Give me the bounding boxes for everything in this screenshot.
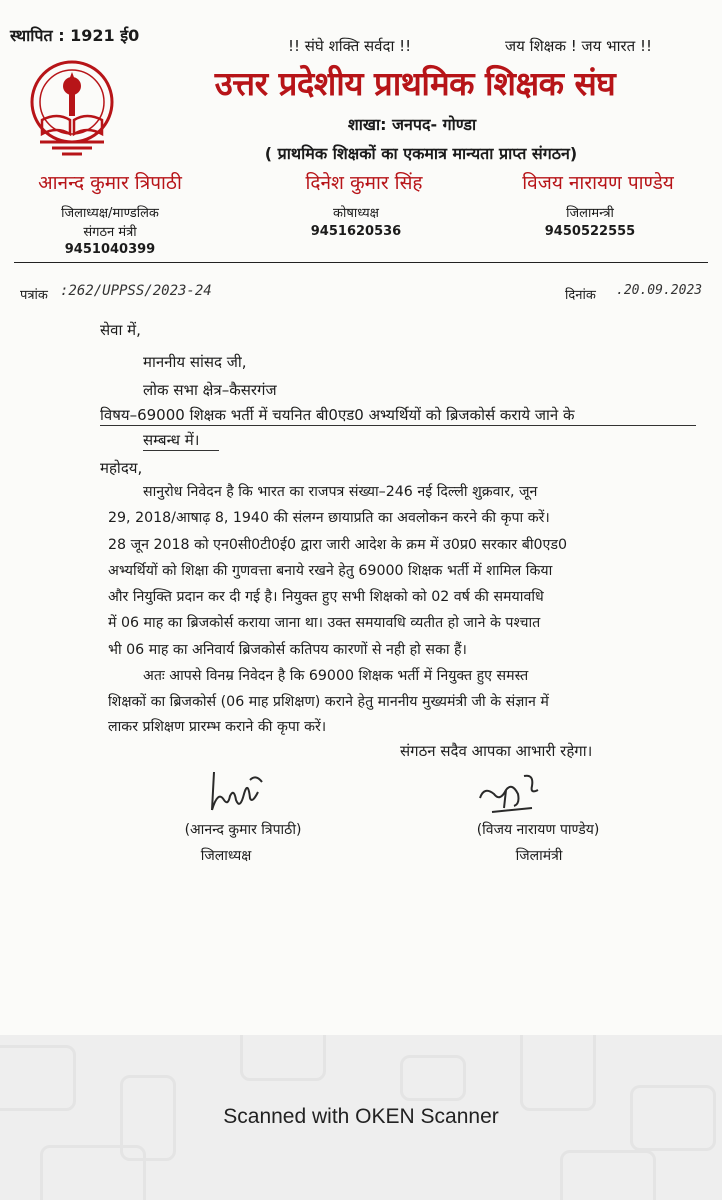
body-line: अभ्यर्थियों को शिक्षा की गुणवत्ता बनाये रखने हेतु 69000 शिक्षक भर्ती में शामिल किया	[108, 563, 553, 579]
reference-number: :262/UPPSS/2023-24	[60, 283, 212, 299]
official-name-president: आनन्द कुमार त्रिपाठी	[38, 172, 182, 194]
body-line: 28 जून 2018 को एन0सी0टी0ई0 द्वारा जारी आदेश के क्रम में उ0प्र0 सरकार बी0एड0	[108, 537, 568, 553]
date-label: दिनांक	[565, 288, 596, 303]
official-name-treasurer: दिनेश कुमार सिंह	[305, 172, 423, 194]
signatory-designation-secretary: जिलामंत्री	[515, 848, 563, 864]
organization-logo	[12, 58, 132, 162]
body-line: लाकर प्रशिक्षण प्रारम्भ कराने की कृपा करें।	[108, 719, 327, 735]
addressee-line-2: लोक सभा क्षेत्र–कैसरगंज	[143, 381, 277, 399]
slogan-left: !! संघे शक्ति सर्वदा !!	[288, 37, 412, 55]
body-line: शिक्षकों का ब्रिजकोर्स (06 माह प्रशिक्षण) कराने हेतु माननीय मुख्यमंत्री जी के संज्ञान में	[108, 694, 549, 710]
signature-secretary	[472, 772, 544, 818]
subject-underline-2	[143, 450, 219, 451]
greeting: महोदय,	[100, 459, 143, 477]
slogan-right: जय शिक्षक ! जय भारत !!	[505, 37, 653, 55]
official-phone-president: 9451040399	[64, 242, 156, 257]
signatory-name-secretary: (विजय नारायण पाण्डेय)	[476, 822, 600, 838]
body-line: अतः आपसे विनम्र निवेदन है कि 69000 शिक्षक भर्ती में नियुक्त हुए समस्त	[143, 668, 529, 684]
signature-president	[200, 770, 268, 818]
official-role-treasurer: कोषाध्यक्ष	[333, 206, 379, 221]
organization-tagline: ( प्राथमिक शिक्षकों का एकमात्र मान्यता प्राप्त संगठन)	[264, 144, 578, 163]
body-line: और नियुक्ति प्रदान कर दी गई है। नियुक्त हुए सभी शिक्षको को 02 वर्ष की समयावधि	[108, 589, 544, 605]
reference-label: पत्रांक	[20, 288, 48, 303]
subject-line-1: विषय–69000 शिक्षक भर्ती में चयनित बी0एड0 अभ्यर्थियों को ब्रिजकोर्स कराये जाने के	[100, 406, 575, 424]
scanner-watermark: Scanned with OKEN Scanner	[223, 1105, 499, 1128]
scanner-footer	[0, 1035, 722, 1200]
body-line: भी 06 माह का अनिवार्य ब्रिजकोर्स कतिपय कारणों से नही हो सका हैं।	[108, 642, 467, 658]
organization-name: उत्तर प्रदेशीय प्राथमिक शिक्षक संघ	[214, 64, 616, 103]
subject-underline	[100, 425, 696, 426]
body-line: में 06 माह का ब्रिजकोर्स कराया जाना था। उक्त समयावधि व्यतीत हो जाने के पश्चात	[108, 615, 541, 631]
official-role-secretary: जिलामन्त्री	[566, 206, 614, 221]
closing-line: संगठन सदैव आपका आभारी रहेगा।	[400, 742, 593, 760]
established-year: स्थापित : 1921 ई0	[10, 26, 140, 45]
official-phone-treasurer: 9451620536	[310, 224, 402, 239]
signatory-name-president: (आनन्द कुमार त्रिपाठी)	[184, 822, 302, 838]
official-role2-president: संगठन मंत्री	[83, 225, 137, 240]
body-line: सानुरोध निवेदन है कि भारत का राजपत्र संख्या–246 नई दिल्ली शुक्रवार, जून	[143, 484, 538, 500]
signatory-designation-president: जिलाध्यक्ष	[200, 848, 252, 864]
letter-date: .20.09.2023	[616, 283, 703, 298]
official-name-secretary: विजय नारायण पाण्डेय	[522, 172, 674, 194]
subject-line-2: सम्बन्ध में।	[143, 431, 200, 449]
official-role-president: जिलाध्यक्ष/माण्डलिक	[61, 206, 159, 221]
body-line: 29, 2018/आषाढ़ 8, 1940 की संलग्न छायाप्रति का अवलोकन करने की कृपा करें।	[108, 510, 550, 526]
branch-name: शाखा: जनपद- गोण्डा	[347, 115, 477, 134]
header-divider	[14, 262, 708, 263]
official-phone-secretary: 9450522555	[544, 224, 636, 239]
addressee-line-1: माननीय सांसद जी,	[143, 353, 247, 371]
salutation: सेवा में,	[100, 321, 141, 339]
